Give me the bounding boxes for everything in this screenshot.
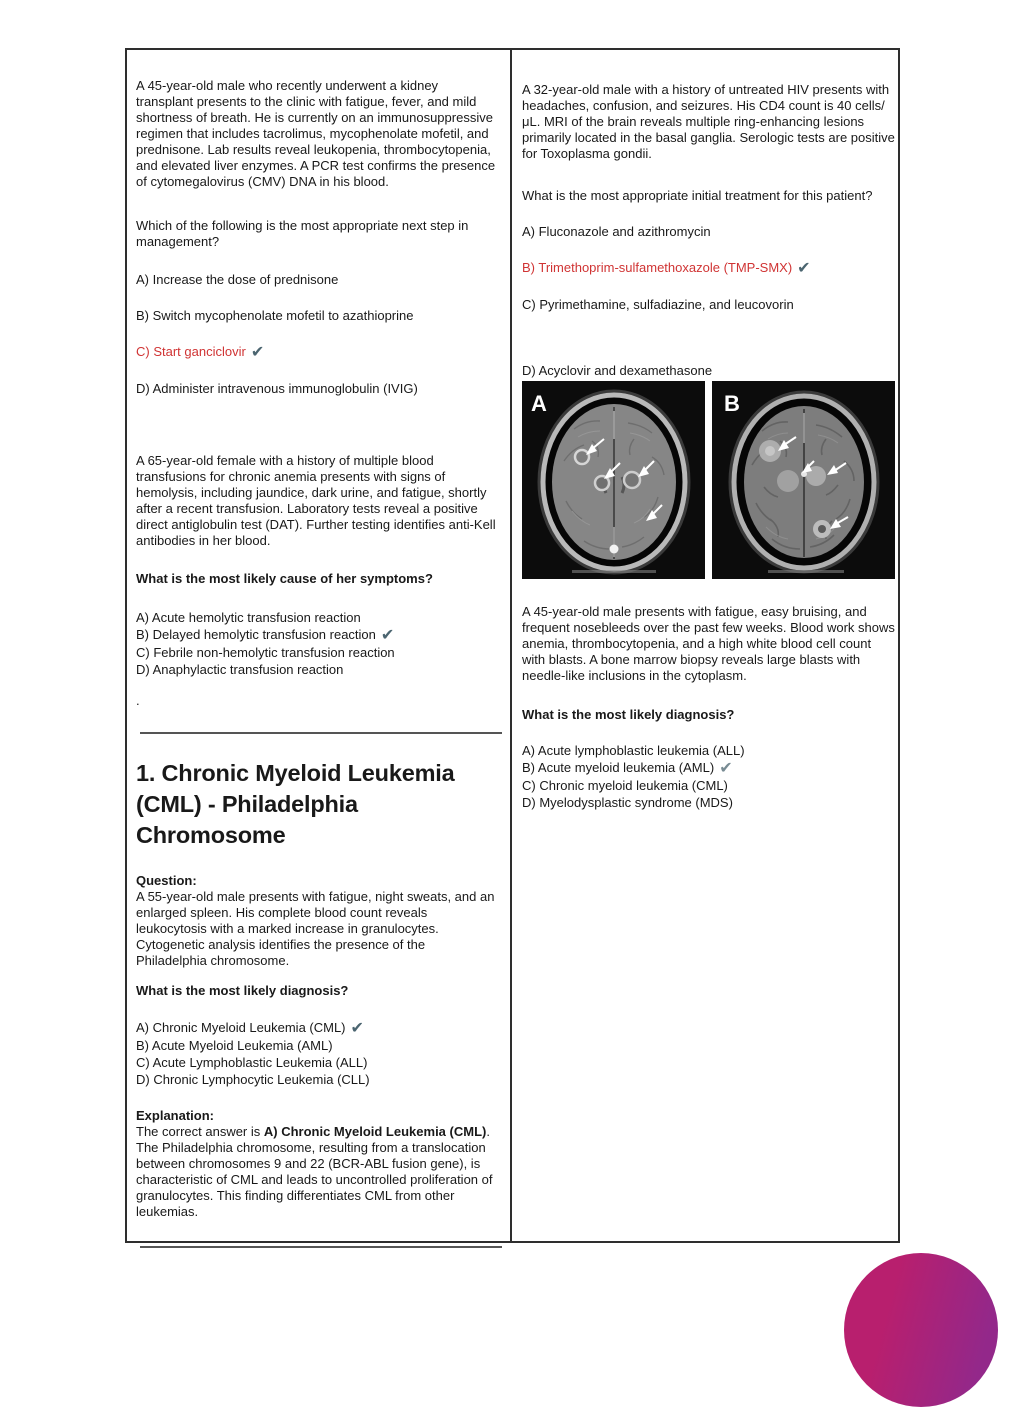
question-stem: A 32-year-old male with a history of untreated HIV presents with headaches, confusion, and seizures. His CD4 count is 40 cells/μL. MRI of the brain reveals multiple ring-enhancing lesions primarily located in the basal ganglia. Serologic tests are positive for Toxoplasma gondii. bbox=[522, 82, 895, 161]
answer-option bbox=[522, 794, 895, 811]
question-prompt: What is the most appropriate initial treatment for this patient? bbox=[522, 188, 873, 203]
panel-label: B bbox=[724, 391, 740, 416]
answer-option bbox=[522, 297, 895, 313]
option-label: A) Acute lymphoblastic leukemia (ALL) bbox=[522, 743, 745, 758]
section-divider bbox=[140, 732, 502, 734]
check-icon: ✔ bbox=[797, 260, 811, 277]
document-frame bbox=[125, 48, 900, 1243]
option-label: D) Anaphylactic transfusion reaction bbox=[136, 662, 344, 677]
check-icon: ✔ bbox=[350, 1020, 364, 1037]
option-label: B) Acute myeloid leukemia (AML) bbox=[522, 760, 715, 775]
answer-option bbox=[136, 609, 498, 626]
answer-option bbox=[136, 381, 498, 397]
option-label: A) Fluconazole and azithromycin bbox=[522, 224, 711, 239]
panel-label: A bbox=[531, 391, 547, 416]
explanation-answer: A) Chronic Myeloid Leukemia (CML) bbox=[263, 1124, 487, 1139]
mri-panel-b bbox=[712, 381, 895, 579]
option-label: D) Chronic Lymphocytic Leukemia (CLL) bbox=[136, 1072, 370, 1087]
answer-option bbox=[522, 363, 895, 379]
mri-figure bbox=[522, 381, 895, 579]
option-label: C) Pyrimethamine, sulfadiazine, and leucovorin bbox=[522, 297, 794, 312]
option-label: C) Acute Lymphoblastic Leukemia (ALL) bbox=[136, 1055, 368, 1070]
question-prompt: What is the most likely diagnosis? bbox=[522, 707, 735, 722]
answer-option bbox=[522, 742, 895, 759]
answer-option bbox=[136, 1071, 498, 1088]
answer-option bbox=[136, 661, 498, 678]
option-label: B) Acute Myeloid Leukemia (AML) bbox=[136, 1038, 333, 1053]
ring-lesion bbox=[575, 450, 589, 464]
left-column bbox=[127, 50, 512, 1241]
check-icon: ✔ bbox=[250, 344, 265, 361]
option-label: B) Trimethoprim-sulfamethoxazole (TMP-SMX) bbox=[522, 260, 793, 275]
answer-option bbox=[522, 224, 895, 240]
answer-option bbox=[136, 272, 498, 288]
option-label: D) Myelodysplastic syndrome (MDS) bbox=[522, 795, 733, 810]
option-label: C) Chronic myeloid leukemia (CML) bbox=[522, 778, 728, 793]
answer-options bbox=[136, 609, 498, 678]
question-stem: A 45-year-old male who recently underwent a kidney transplant presents to the clinic with fatigue, fever, and mild shortness of breath. He is currently on an immunosuppressive regimen that includes tacrolimus, mycophenolate mofetil, and prednisone. Lab results reveal leukopenia, thrombocytopenia, and elevated liver enzymes. A PCR test confirms the presence of cytomegalovirus (CMV) DNA in his blood. bbox=[136, 78, 496, 189]
question-prompt: What is the most likely cause of her symptoms? bbox=[136, 571, 433, 586]
option-label: C) Start ganciclovir bbox=[136, 344, 246, 359]
answer-option-correct bbox=[136, 626, 498, 644]
section-heading: 1. Chronic Myeloid Leukemia (CML) - Philadelphia Chromosome bbox=[136, 760, 455, 848]
floating-action-circle[interactable] bbox=[844, 1253, 998, 1407]
option-label: B) Switch mycophenolate mofetil to azathioprine bbox=[136, 308, 414, 323]
answer-option-correct bbox=[522, 759, 895, 777]
option-label: A) Acute hemolytic transfusion reaction bbox=[136, 610, 361, 625]
section-divider bbox=[140, 1246, 502, 1248]
answer-option bbox=[522, 777, 895, 794]
question-prompt: What is the most likely diagnosis? bbox=[136, 983, 349, 998]
question-label: Question: bbox=[136, 873, 197, 888]
stray-period: . bbox=[136, 693, 140, 708]
watermark bbox=[768, 570, 844, 573]
answer-options bbox=[522, 742, 895, 811]
explanation-text bbox=[136, 1124, 498, 1220]
option-label: B) Delayed hemolytic transfusion reaction bbox=[136, 627, 376, 642]
question-stem: A 45-year-old male presents with fatigue, easy bruising, and frequent nosebleeds over the past few weeks. Blood work shows anemia, thrombocytopenia, and a high white blood cell count with blasts. A bone marrow biopsy reveals large blasts with needle-like inclusions in the cytoplasm. bbox=[522, 604, 895, 683]
question-block bbox=[136, 453, 498, 678]
flair-lesion bbox=[777, 470, 799, 492]
option-label: A) Chronic Myeloid Leukemia (CML) bbox=[136, 1020, 346, 1035]
check-icon: ✔ bbox=[719, 760, 733, 777]
answer-options bbox=[136, 1019, 498, 1088]
question-stem: A 65-year-old female with a history of multiple blood transfusions for chronic anemia presents with signs of hemolysis, including jaundice, dark urine, and fatigue, shortly after a recent transfusion. Laboratory tests reveal a positive direct antiglobulin test (DAT). Further testing identifies anti-Kell antibodies in her blood. bbox=[136, 453, 496, 548]
mri-panel-a bbox=[522, 381, 705, 579]
check-icon: ✔ bbox=[380, 627, 395, 644]
option-label: D) Administer intravenous immunoglobulin (IVIG) bbox=[136, 381, 418, 396]
answer-option-correct bbox=[136, 1019, 498, 1037]
question-prompt: Which of the following is the most appropriate next step in management? bbox=[136, 218, 469, 249]
watermark bbox=[572, 570, 656, 573]
answer-option bbox=[136, 308, 498, 324]
answer-option bbox=[136, 1054, 498, 1071]
answer-option-correct bbox=[136, 344, 498, 361]
explanation-label: Explanation: bbox=[136, 1108, 215, 1123]
answer-option bbox=[136, 1037, 498, 1054]
option-label: C) Febrile non-hemolytic transfusion reaction bbox=[136, 645, 395, 660]
answer-option bbox=[136, 644, 498, 661]
right-column bbox=[512, 50, 907, 1241]
explanation-post: . The Philadelphia chromosome, resulting from a translocation between chromosomes 9 and 22 (BCR-ABL fusion gene), is characteristic of CML and leads to uncontrolled proliferation of granulocytes. This finding differentiates CML from other leukemias. bbox=[136, 1124, 493, 1219]
question-stem: A 55-year-old male presents with fatigue, night sweats, and an enlarged spleen. His complete blood count reveals leukocytosis with a marked increase in granulocytes. Cytogenetic analysis identifies the presence of the Philadelphia chromosome. bbox=[136, 889, 495, 968]
ring-lesion bbox=[624, 472, 640, 488]
explanation-pre: The correct answer is bbox=[136, 1124, 264, 1139]
answer-option-correct bbox=[522, 260, 895, 277]
option-label: A) Increase the dose of prednisone bbox=[136, 272, 339, 287]
option-label: D) Acyclovir and dexamethasone bbox=[522, 363, 713, 378]
